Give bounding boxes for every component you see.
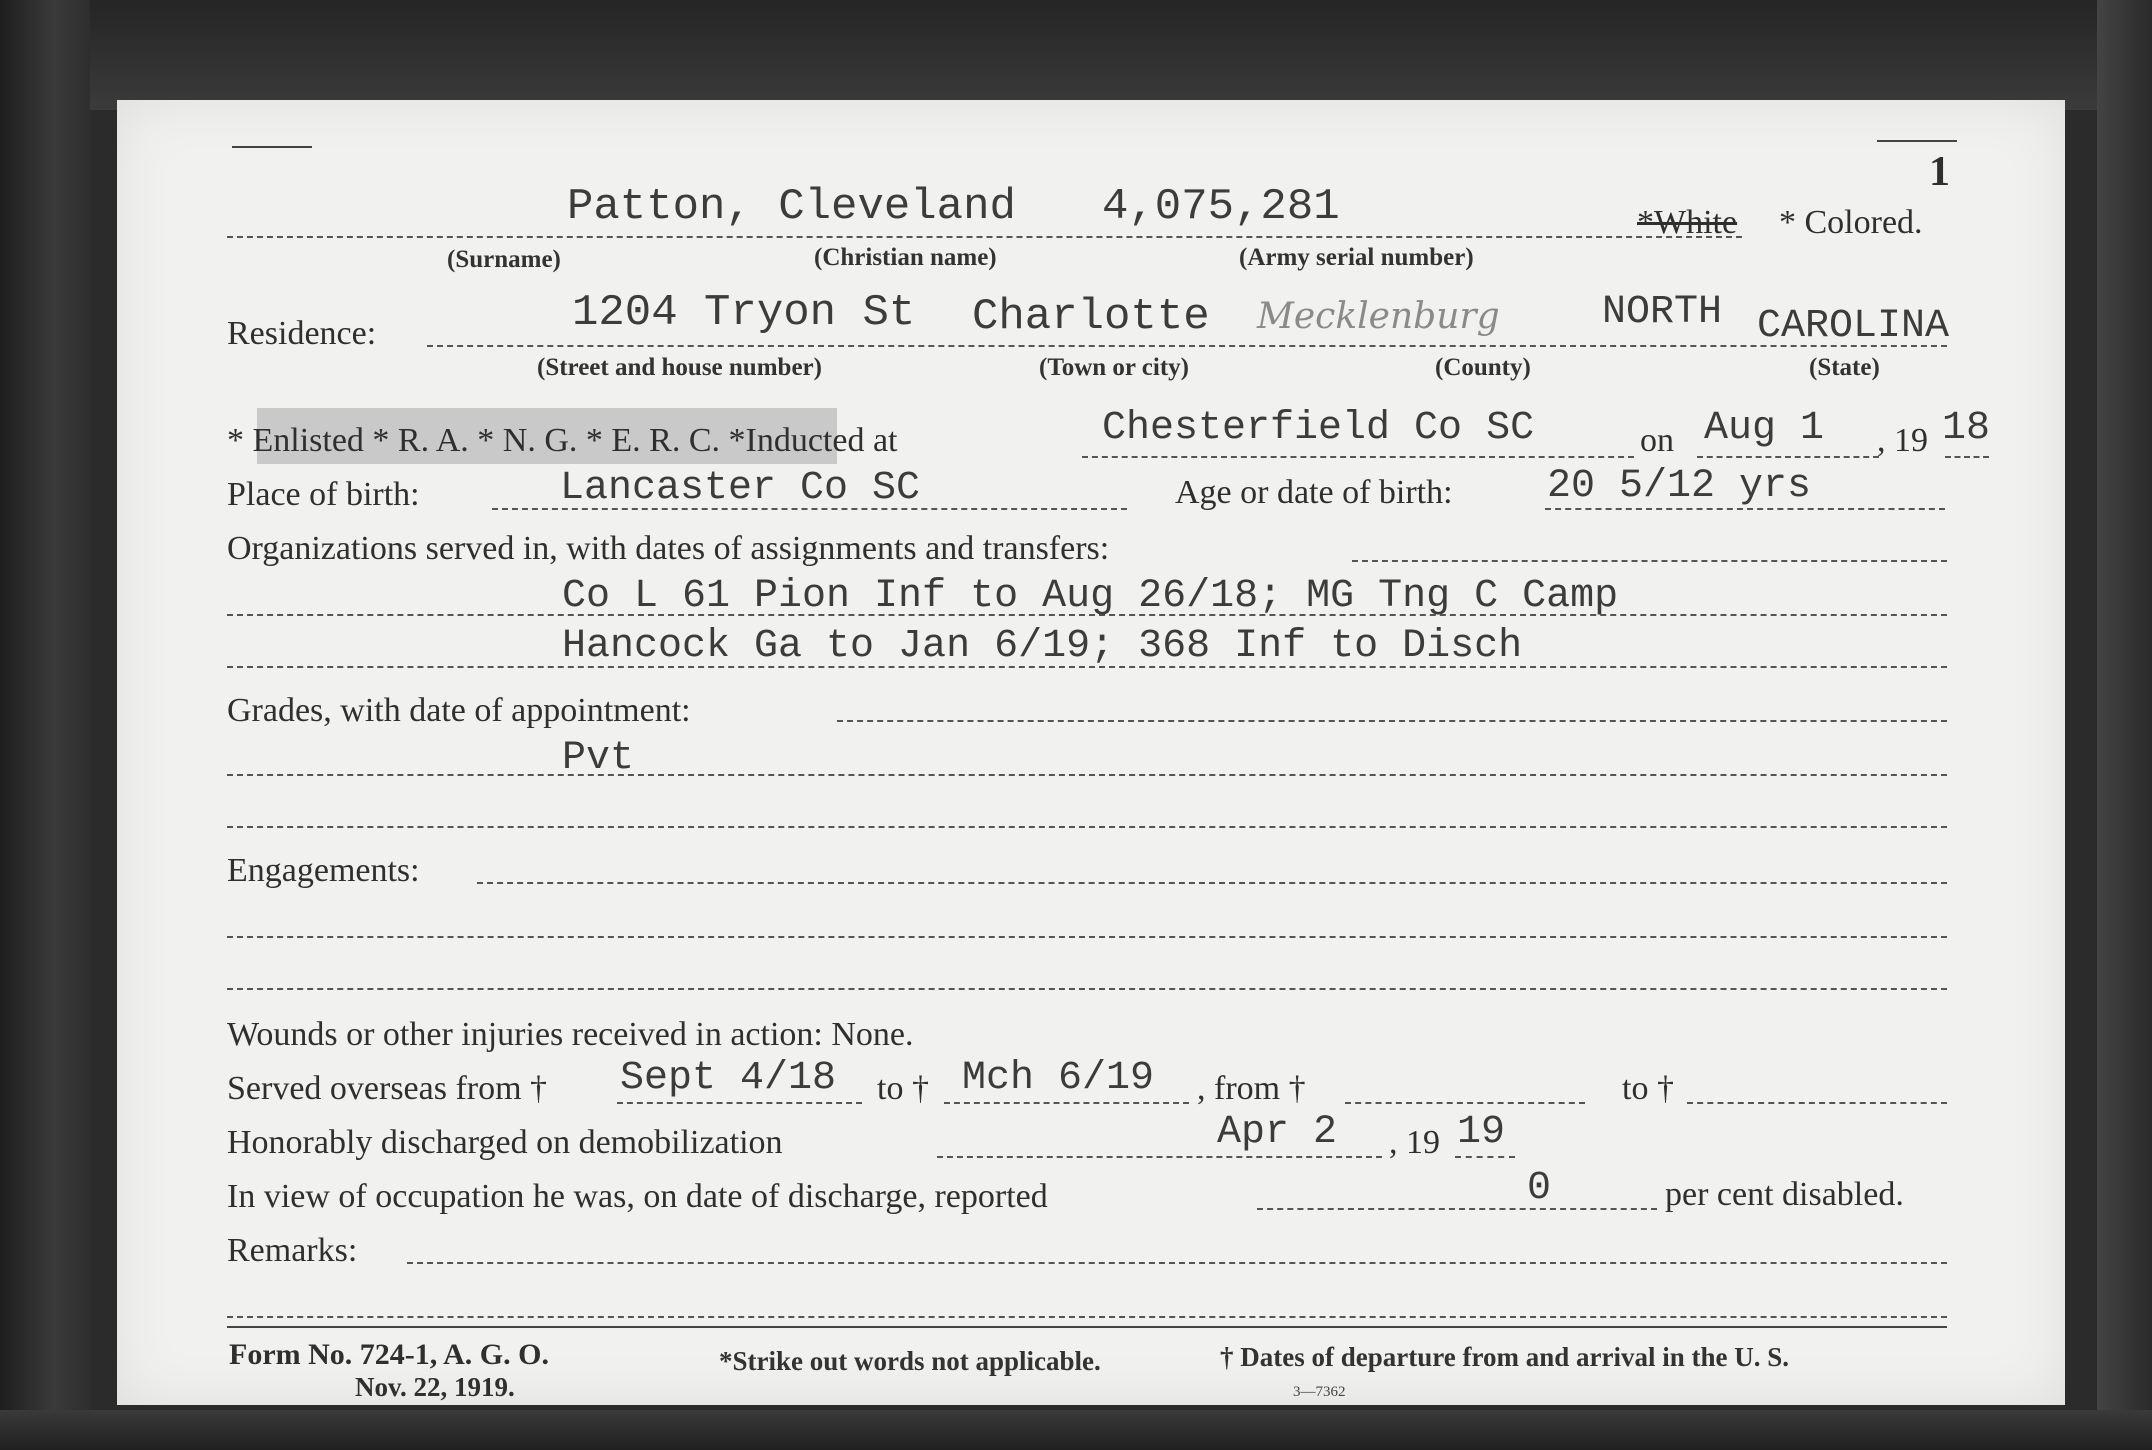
- surname-caption: (Surname): [447, 246, 561, 273]
- discharge-year-line: [1455, 1156, 1515, 1158]
- street-caption: (Street and house number): [537, 354, 822, 381]
- disabled-line: [1257, 1208, 1657, 1210]
- overseas-from2-line: [1345, 1102, 1585, 1104]
- scan-border-right: [2097, 0, 2152, 1450]
- inducted-date-value: Aug 1: [1704, 406, 1825, 451]
- inducted-year-value: 18: [1942, 406, 1991, 451]
- form-number: Form No. 724-1, A. G. O.: [229, 1338, 549, 1371]
- inducted-at-line: [1082, 456, 1634, 458]
- orgs-value-1: Co L 61 Pion Inf to Aug 26/18; MG Tng C Camp: [562, 574, 1619, 619]
- remarks-line-0: [407, 1262, 1947, 1264]
- town-value: Charlotte: [972, 292, 1210, 342]
- name-value: Patton, Cleveland: [567, 182, 1016, 232]
- inducted-date-line: [1697, 456, 1879, 458]
- overseas-from2-label: , from †: [1197, 1070, 1306, 1107]
- on-label: on: [1640, 422, 1674, 459]
- orgs-value-2: Hancock Ga to Jan 6/19; 368 Inf to Disch: [562, 624, 1523, 669]
- discharged-label: Honorably discharged on demobilization: [227, 1124, 783, 1161]
- disabled-label: per cent disabled.: [1665, 1176, 1904, 1213]
- grades-line-2: [227, 826, 1947, 828]
- remarks-line-1: [227, 1316, 1947, 1318]
- wounds-label: Wounds or other injuries received in action: None.: [227, 1016, 914, 1053]
- top-right-mark: [1877, 140, 1957, 142]
- overseas-to-line: [944, 1102, 1189, 1104]
- dates-note: † Dates of departure from and arrival in the U. S.: [1220, 1342, 1789, 1372]
- card-number: 1: [1929, 149, 1950, 195]
- year-prefix: , 19: [1877, 422, 1928, 459]
- scan-border-bottom: [0, 1410, 2152, 1450]
- grades-label: Grades, with date of appointment:: [227, 692, 691, 729]
- age-value: 20 5/12 yrs: [1547, 464, 1812, 509]
- street-value: 1204 Tryon St: [572, 288, 916, 338]
- inducted-at-value: Chesterfield Co SC: [1102, 406, 1535, 451]
- disabled-value: 0: [1527, 1166, 1552, 1211]
- engagements-line-0: [477, 882, 1947, 884]
- orgs-label: Organizations served in, with dates of assignments and transfers:: [227, 530, 1110, 567]
- overseas-to2-label: to †: [1622, 1070, 1674, 1107]
- remarks-label: Remarks:: [227, 1232, 358, 1269]
- overseas-to2-line: [1687, 1102, 1947, 1104]
- orgs-line-0: [1352, 560, 1947, 562]
- discharge-year-value: 19: [1457, 1110, 1506, 1155]
- top-left-mark: [232, 146, 312, 148]
- christian-caption: (Christian name): [814, 244, 997, 271]
- overseas-from-value: Sept 4/18: [620, 1056, 837, 1101]
- strike-note: *Strike out words not applicable.: [719, 1346, 1101, 1376]
- overseas-to-label: to †: [877, 1070, 929, 1107]
- state-value-1: NORTH: [1602, 290, 1723, 335]
- discharge-year-prefix: , 19: [1389, 1124, 1440, 1161]
- engagements-line-2: [227, 988, 1947, 990]
- birth-place-value: Lancaster Co SC: [560, 466, 921, 511]
- race-colored: * Colored.: [1779, 204, 1923, 241]
- residence-label: Residence:: [227, 315, 377, 352]
- scan-border-top: [0, 0, 2152, 110]
- county-caption: (County): [1435, 354, 1531, 381]
- grades-line-1: [227, 774, 1947, 776]
- race-white: *White: [1637, 204, 1738, 241]
- serial-value: 4,075,281: [1102, 182, 1340, 232]
- scan-border-left: [0, 0, 90, 1450]
- overseas-from-line: [617, 1102, 862, 1104]
- engagements-label: Engagements:: [227, 852, 420, 889]
- town-caption: (Town or city): [1039, 354, 1189, 381]
- discharge-date-value: Apr 2: [1217, 1110, 1338, 1155]
- state-value-2: CAROLINA: [1757, 304, 1950, 349]
- enlisted-label: * Enlisted * R. A. * N. G. * E. R. C. *Inducted at: [227, 422, 898, 459]
- grades-line-0: [837, 720, 1947, 722]
- name-line: [227, 236, 1742, 238]
- serial-caption: (Army serial number): [1239, 244, 1474, 271]
- grades-value: Pvt: [562, 736, 635, 781]
- print-code: 3—7362: [1293, 1384, 1346, 1400]
- footer-rule: [227, 1326, 1947, 1328]
- service-record-card: [117, 100, 2065, 1405]
- birth-label: Place of birth:: [227, 476, 420, 513]
- age-label: Age or date of birth:: [1175, 474, 1453, 511]
- state-caption: (State): [1809, 354, 1880, 381]
- form-date: Nov. 22, 1919.: [355, 1372, 515, 1402]
- overseas-to-value: Mch 6/19: [962, 1056, 1155, 1101]
- engagements-line-1: [227, 936, 1947, 938]
- overseas-label: Served overseas from †: [227, 1070, 548, 1107]
- residence-line: [427, 345, 1947, 347]
- county-value: Mecklenburg: [1257, 296, 1500, 337]
- inducted-year-line: [1945, 456, 1989, 458]
- occupation-label: In view of occupation he was, on date of discharge, reported: [227, 1178, 1048, 1215]
- discharge-date-line: [937, 1156, 1382, 1158]
